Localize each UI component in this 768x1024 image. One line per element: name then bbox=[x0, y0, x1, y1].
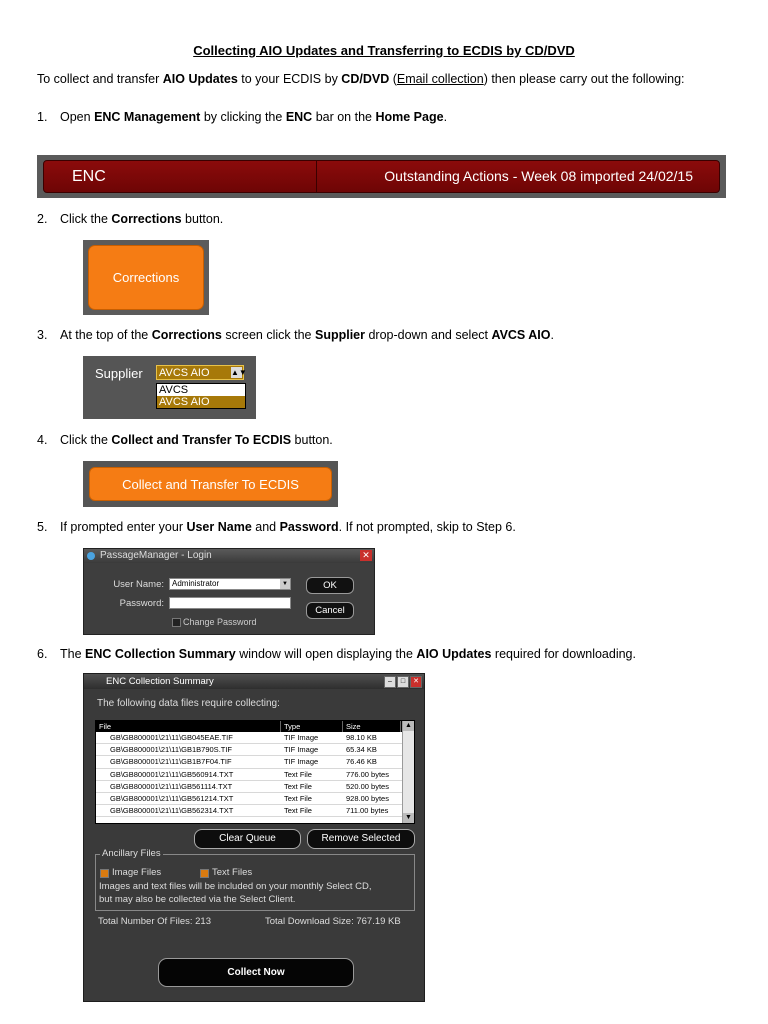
intro-email-collection: Email collection bbox=[396, 72, 484, 86]
step-bold: Password bbox=[279, 520, 339, 534]
maximize-icon[interactable]: □ bbox=[397, 676, 409, 688]
table-row[interactable] bbox=[96, 769, 414, 781]
step-number: 4. bbox=[37, 433, 48, 447]
cell-type: TIF Image bbox=[284, 757, 319, 767]
step-bold: Corrections bbox=[111, 212, 182, 226]
enc-bar-divider bbox=[316, 161, 317, 192]
collect-and-transfer-button[interactable]: Collect and Transfer To ECDIS bbox=[89, 467, 332, 501]
cell-file: GB\GB800001\21\11\GB045EAE.TIF bbox=[110, 733, 233, 742]
minimize-icon[interactable]: – bbox=[384, 676, 396, 688]
cell-size: 520.00 bytes bbox=[346, 781, 389, 791]
cell-size: 776.00 bytes bbox=[346, 769, 389, 779]
cell-size: 711.00 bytes bbox=[346, 806, 389, 816]
user-name-field[interactable] bbox=[169, 578, 291, 590]
corrections-button[interactable]: Corrections bbox=[88, 245, 204, 310]
step-bold: Corrections bbox=[151, 328, 222, 342]
supplier-option-avcs[interactable]: AVCS bbox=[159, 384, 189, 396]
intro-text: ( bbox=[389, 72, 397, 86]
change-password-label: Change Password bbox=[183, 617, 257, 627]
intro-bold-aio: AIO Updates bbox=[162, 72, 238, 86]
step-text: button. bbox=[291, 433, 333, 447]
login-title-bar bbox=[84, 549, 374, 563]
step-text: . bbox=[443, 110, 448, 124]
supplier-options-list bbox=[156, 383, 246, 409]
column-header-file[interactable]: File bbox=[96, 721, 281, 732]
cell-type: TIF Image bbox=[284, 745, 319, 755]
table-scrollbar[interactable] bbox=[402, 721, 414, 823]
cell-size: 76.46 KB bbox=[346, 757, 377, 767]
step-bold: ENC Collection Summary bbox=[85, 647, 236, 661]
step-text: drop-down and select bbox=[365, 328, 492, 342]
enc-bar-screenshot bbox=[37, 155, 726, 198]
step-text: and bbox=[251, 520, 280, 534]
cancel-button[interactable]: Cancel bbox=[306, 602, 354, 619]
step-text: Click the bbox=[60, 212, 112, 226]
enc-bar-label: ENC bbox=[72, 168, 106, 185]
password-field[interactable] bbox=[169, 597, 291, 609]
corrections-screenshot bbox=[83, 240, 209, 315]
cell-type: Text File bbox=[284, 781, 312, 791]
user-name-label: User Name: bbox=[113, 579, 164, 590]
cell-size: 928.00 bytes bbox=[346, 793, 389, 803]
intro-bold-cd: CD/DVD bbox=[341, 72, 390, 86]
ancillary-files-group bbox=[95, 848, 415, 911]
step-text: screen click the bbox=[221, 328, 315, 342]
window-controls bbox=[384, 676, 422, 688]
intro-paragraph bbox=[37, 72, 685, 86]
ancillary-note-line1: Images and text files will be included on your monthly Select CD, bbox=[99, 881, 372, 892]
step-text: window will open displaying the bbox=[235, 647, 417, 661]
cell-file: GB\GB800001\21\11\GB1B7F04.TIF bbox=[110, 757, 232, 767]
table-row[interactable] bbox=[96, 756, 414, 768]
step-number: 6. bbox=[37, 647, 48, 661]
text-files-label: Text Files bbox=[212, 867, 253, 878]
total-files: Total Number Of Files: 213 bbox=[98, 916, 211, 927]
enc-collection-summary-window bbox=[83, 673, 425, 1002]
step-number: 3. bbox=[37, 328, 48, 342]
login-title: PassageManager - Login bbox=[100, 550, 212, 561]
table-row[interactable] bbox=[96, 805, 414, 817]
step-bold: AIO Updates bbox=[416, 647, 492, 661]
close-icon[interactable]: ✕ bbox=[360, 550, 372, 561]
password-label: Password: bbox=[119, 598, 164, 609]
step-text: Open bbox=[60, 110, 95, 124]
table-row[interactable] bbox=[96, 781, 414, 793]
document-title: Collecting AIO Updates and Transferring to ECDIS by CD/DVD bbox=[193, 43, 575, 58]
cell-file: GB\GB800001\21\11\GB560914.TXT bbox=[110, 769, 234, 779]
step-text: button. bbox=[181, 212, 224, 226]
ancillary-note-line2: but may also be collected via the Select Client. bbox=[99, 894, 296, 905]
step-text: . bbox=[550, 328, 554, 342]
cell-type: Text File bbox=[284, 793, 312, 803]
cell-type: TIF Image bbox=[284, 733, 319, 742]
ok-button[interactable]: OK bbox=[306, 577, 354, 594]
clear-queue-button[interactable]: Clear Queue bbox=[194, 829, 301, 849]
step-bold: User Name bbox=[186, 520, 252, 534]
step-bold: Collect and Transfer To ECDIS bbox=[111, 433, 292, 447]
step-3 bbox=[37, 328, 554, 342]
cell-file: GB\GB800001\21\11\GB562314.TXT bbox=[110, 806, 234, 816]
cell-size: 65.34 KB bbox=[346, 745, 377, 755]
supplier-screenshot bbox=[83, 356, 256, 419]
supplier-dropdown[interactable] bbox=[156, 365, 247, 380]
intro-text: to your ECDIS by bbox=[237, 72, 342, 86]
step-text: Click the bbox=[60, 433, 112, 447]
summary-title: ENC Collection Summary bbox=[106, 676, 214, 687]
table-row[interactable] bbox=[96, 793, 414, 805]
close-icon[interactable]: ✕ bbox=[410, 676, 422, 688]
scroll-up-icon[interactable]: ▲ bbox=[403, 721, 414, 731]
passagemanager-logo-icon bbox=[87, 552, 95, 560]
step-6 bbox=[37, 647, 636, 661]
collect-now-button[interactable]: Collect Now bbox=[158, 958, 354, 987]
scroll-down-icon[interactable]: ▼ bbox=[403, 813, 414, 823]
ancillary-files-label: Ancillary Files bbox=[102, 848, 161, 859]
enc-bar-status: Outstanding Actions - Week 08 imported 24/02/15 bbox=[384, 168, 693, 184]
dropdown-arrow-icon[interactable]: ▼ bbox=[280, 579, 290, 589]
column-header-type[interactable]: Type bbox=[281, 721, 343, 732]
summary-subtitle: The following data files require collecting: bbox=[97, 698, 280, 709]
image-files-label: Image Files bbox=[112, 867, 162, 878]
image-files-checkbox[interactable] bbox=[100, 869, 109, 878]
files-table bbox=[95, 720, 415, 824]
supplier-selected-value: AVCS AIO bbox=[159, 367, 210, 379]
step-text: bar on the bbox=[312, 110, 376, 124]
step-text: At the top of the bbox=[60, 328, 152, 342]
text-files-checkbox[interactable] bbox=[200, 869, 209, 878]
total-download-size: Total Download Size: 767.19 KB bbox=[265, 916, 401, 927]
supplier-label: Supplier bbox=[95, 366, 143, 381]
supplier-option-avcs-aio[interactable]: AVCS AIO bbox=[157, 396, 245, 408]
step-text: The bbox=[60, 647, 86, 661]
step-text: . If not prompted, skip to Step 6. bbox=[338, 520, 516, 534]
table-row[interactable] bbox=[96, 744, 414, 756]
table-header bbox=[96, 721, 414, 732]
column-header-size[interactable]: Size bbox=[343, 721, 401, 732]
change-password-checkbox[interactable] bbox=[172, 618, 181, 627]
cell-size: 98.10 KB bbox=[346, 733, 377, 742]
enc-bar[interactable] bbox=[43, 160, 720, 193]
cell-type: Text File bbox=[284, 806, 312, 816]
dropdown-arrow-icon[interactable]: ▲▼ bbox=[231, 368, 247, 377]
step-bold: Home Page bbox=[375, 110, 444, 124]
intro-text: To collect and transfer bbox=[37, 72, 163, 86]
step-text: required for downloading. bbox=[491, 647, 636, 661]
cell-file: GB\GB800001\21\11\GB1B790S.TIF bbox=[110, 745, 233, 755]
step-1 bbox=[37, 110, 447, 124]
cell-file: GB\GB800001\21\11\GB561114.TXT bbox=[110, 781, 233, 791]
login-dialog bbox=[83, 548, 375, 635]
step-number: 5. bbox=[37, 520, 48, 534]
intro-text: ) then please carry out the following: bbox=[483, 72, 685, 86]
collect-transfer-screenshot bbox=[83, 461, 338, 507]
step-4 bbox=[37, 433, 333, 447]
summary-title-bar bbox=[84, 674, 424, 689]
table-row[interactable] bbox=[96, 732, 414, 744]
cell-file: GB\GB800001\21\11\GB561214.TXT bbox=[110, 793, 234, 803]
step-text: by clicking the bbox=[200, 110, 286, 124]
user-name-value: Administrator bbox=[172, 579, 220, 588]
step-number: 1. bbox=[37, 110, 48, 124]
step-bold: AVCS AIO bbox=[491, 328, 551, 342]
step-5 bbox=[37, 520, 516, 534]
step-bold: ENC bbox=[285, 110, 313, 124]
cell-type: Text File bbox=[284, 769, 312, 779]
remove-selected-button[interactable]: Remove Selected bbox=[307, 829, 415, 849]
step-bold: Supplier bbox=[314, 328, 365, 342]
step-text: If prompted enter your bbox=[60, 520, 187, 534]
step-number: 2. bbox=[37, 212, 48, 226]
step-bold: ENC Management bbox=[94, 110, 201, 124]
step-2 bbox=[37, 212, 223, 226]
